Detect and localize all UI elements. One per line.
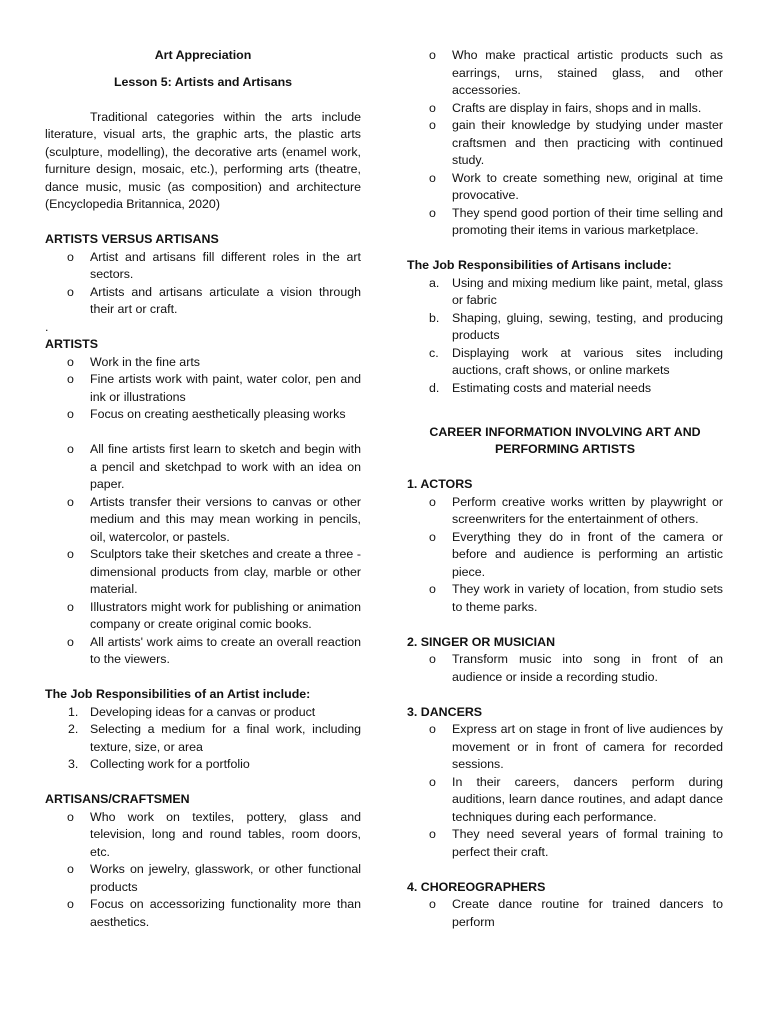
bullet-marker: o — [67, 809, 74, 824]
number-marker: 1. — [68, 704, 79, 719]
actors-heading: 1. ACTORS — [407, 477, 473, 491]
list-item: b. Shaping, gluing, sewing, testing, and producing products — [429, 310, 723, 342]
bullet-marker: o — [67, 249, 74, 264]
actors-list — [407, 494, 723, 617]
bullet-marker: o — [67, 862, 74, 876]
bullet-marker: o — [429, 529, 436, 544]
bullet-marker: o — [429, 494, 436, 509]
bullet-marker: o — [429, 100, 436, 115]
list-item: o Works on jewelry, glasswork, or other functional products — [67, 862, 361, 894]
list-item: o Express art on stage in front of live audiences by movement or in front of camera for recorded sessions. — [429, 722, 723, 771]
artists-list-b — [45, 441, 361, 669]
right-column — [407, 0, 723, 931]
bullet-marker: o — [429, 118, 436, 132]
list-item: o They spend good portion of their time selling and promoting their items in various marketplace. — [429, 205, 723, 237]
artisans-list-right — [407, 47, 723, 240]
bullet-marker: o — [429, 897, 436, 911]
list-item: o Focus on accessorizing functionality more than aesthetics. — [67, 897, 361, 929]
list-item: o Work in the fine arts — [45, 354, 361, 372]
list-item: o They need several years of formal training to perfect their craft. — [429, 827, 723, 859]
list-item: 3. Collecting work for a portfolio — [45, 756, 361, 774]
list-item: o Perform creative works written by playwright or screenwriters for the entertainment of others. — [429, 494, 723, 526]
artisan-responsibilities-list — [407, 275, 723, 398]
bullet-marker: o — [67, 284, 74, 299]
bullet-marker: o — [429, 205, 436, 220]
bullet-marker: o — [429, 582, 436, 596]
list-item: o They work in variety of location, from studio sets to theme parks. — [429, 582, 723, 614]
dancers-heading: 3. DANCERS — [407, 704, 483, 719]
artists-versus-artisans-heading: ARTISTS VERSUS ARTISANS — [45, 232, 219, 246]
bullet-marker: o — [67, 634, 74, 649]
career-heading-line-2: PERFORMING ARTISTS — [495, 442, 635, 456]
list-item: o Crafts are display in fairs, shops and in malls. — [407, 100, 723, 118]
bullet-marker: o — [67, 599, 74, 614]
bullet-marker: o — [67, 547, 74, 561]
artists-heading: ARTISTS — [45, 337, 99, 351]
choreographers-heading: 4. CHOREOGRAPHERS — [407, 879, 546, 894]
bullet-marker: o — [67, 897, 74, 911]
bullet-marker: o — [67, 494, 74, 509]
list-item: o Create dance routine for trained dancers to perform — [429, 897, 723, 929]
bullet-marker: o — [429, 722, 436, 736]
letter-marker: c. — [429, 345, 439, 360]
artist-responsibilities-list — [45, 704, 361, 774]
artists-versus-artisans-list — [45, 249, 361, 319]
list-item: o Everything they do in front of the camera or before and audience is performing an artistic piece. — [429, 529, 723, 579]
list-item: o Work to create something new, original at time provocative. — [429, 170, 723, 202]
bullet-marker: o — [67, 354, 74, 369]
letter-marker: a. — [429, 275, 440, 290]
choreographers-list — [407, 896, 723, 931]
artisan-responsibilities-heading: The Job Responsibilities of Artisans include: — [407, 258, 672, 272]
stray-period: . — [45, 319, 49, 334]
list-item: o Artist and artisans fill different roles in the art sectors. — [67, 249, 361, 281]
list-item: 1. Developing ideas for a canvas or product — [45, 704, 361, 722]
list-item: d. Estimating costs and material needs — [407, 380, 723, 398]
bullet-marker: o — [429, 170, 436, 185]
list-item: o Illustrators might work for publishing or animation company or create original comic books. — [67, 599, 361, 631]
number-marker: 3. — [68, 757, 79, 771]
list-item: o All artists' work aims to create an overall reaction to the viewers. — [67, 634, 361, 666]
left-column — [45, 0, 361, 931]
list-item: 2. Selecting a medium for a final work, including texture, size, or area — [68, 722, 361, 754]
artist-responsibilities-heading: The Job Responsibilities of an Artist include: — [45, 687, 311, 701]
list-item: o Who make practical artistic products such as earrings, urns, stained glass, and other accessories. — [429, 48, 723, 97]
list-item: o Artists transfer their versions to canvas or other medium and this may mean working in pencils, oil, watercolor, or pastels. — [67, 494, 361, 544]
list-item: o Sculptors take their sketches and create a three -dimensional products from clay, marble or other material. — [67, 547, 361, 596]
artists-list-a — [45, 354, 361, 424]
bullet-marker: o — [67, 407, 74, 421]
list-item: o Transform music into song in front of an audience or inside a recording studio. — [429, 652, 723, 684]
bullet-marker: o — [429, 827, 436, 841]
singer-list — [407, 651, 723, 686]
bullet-marker: o — [429, 774, 436, 789]
list-item: a. Using and mixing medium like paint, metal, glass or fabric — [429, 275, 723, 307]
bullet-marker: o — [429, 652, 436, 666]
list-item: c. Displaying work at various sites including auctions, craft shows, or online markets — [429, 345, 723, 377]
list-item: o Artists and artisans articulate a vision through their art or craft. — [67, 284, 361, 316]
list-item: o In their careers, dancers perform during auditions, learn dance routines, and adapt dance techniques during each performance. — [429, 774, 723, 824]
singer-heading: 2. SINGER OR MUSICIAN — [407, 634, 556, 649]
list-item: o Fine artists work with paint, water color, pen and ink or illustrations — [67, 372, 361, 404]
lesson-title: Lesson 5: Artists and Artisans — [113, 74, 293, 89]
dancers-list — [407, 721, 723, 861]
artisans-list-left — [45, 809, 361, 932]
number-marker: 2. — [68, 722, 79, 736]
intro-paragraph: Traditional categories within the arts include literature, visual arts, the graphic arts, the plastic arts (sculpture, modelling), the decorative arts (enamel work, furniture design, mosaic, etc.), performing arts (theatre, dance music, music (as composition) and architecture (Encyclopedia Britannica, 2020) — [45, 109, 361, 211]
document-title: Art Appreciation — [154, 48, 252, 62]
bullet-marker: o — [67, 442, 74, 456]
list-item: o Focus on creating aesthetically pleasing works — [45, 406, 361, 424]
list-item: o All fine artists first learn to sketch and begin with a pencil and sketchpad to work with an idea on paper. — [67, 442, 361, 491]
letter-marker: d. — [429, 380, 440, 395]
bullet-marker: o — [67, 372, 74, 386]
bullet-marker: o — [429, 48, 436, 62]
career-heading-line-1: CAREER INFORMATION INVOLVING ART AND — [429, 424, 701, 439]
letter-marker: b. — [429, 310, 440, 325]
artisans-heading: ARTISANS/CRAFTSMEN — [45, 792, 190, 806]
list-item: o gain their knowledge by studying under master craftsmen and then practicing with continued study. — [429, 118, 723, 167]
list-item: o Who work on textiles, pottery, glass and television, long and round tables, room doors, etc. — [67, 809, 361, 859]
